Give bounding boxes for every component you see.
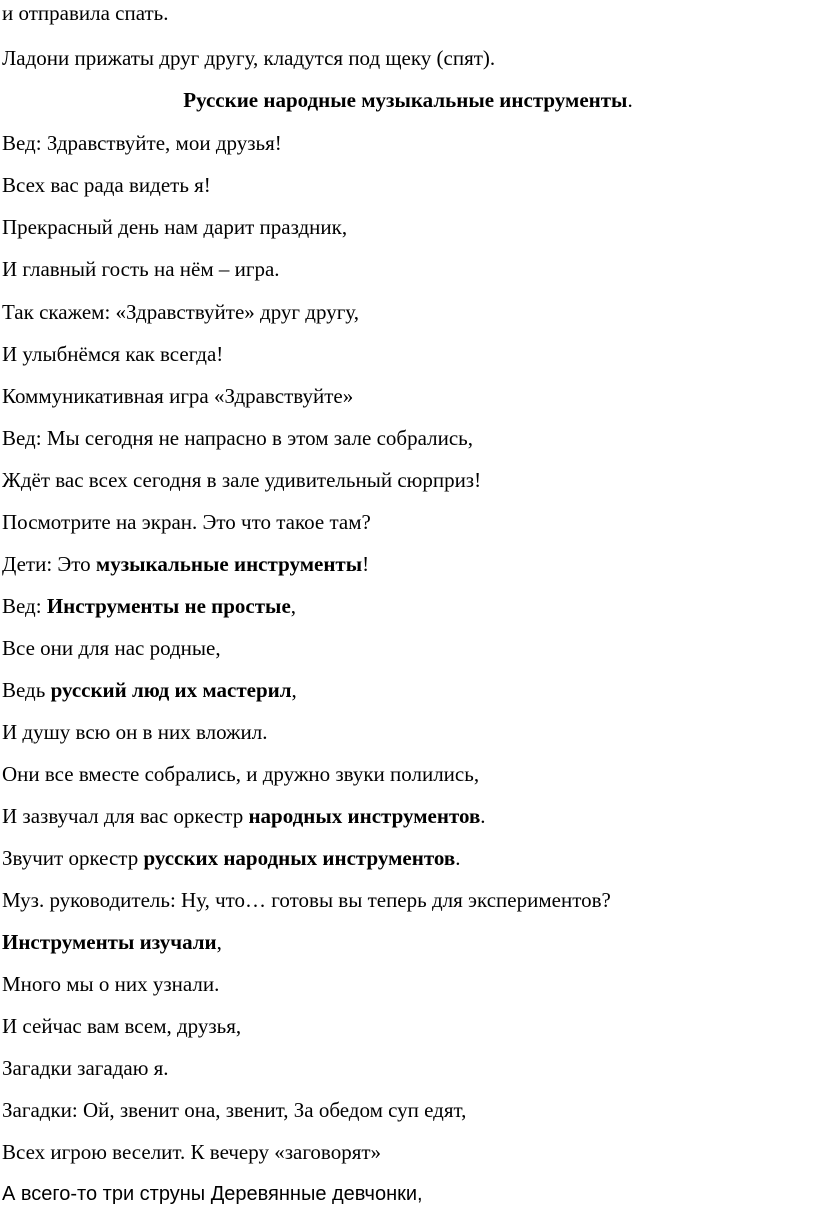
text-line-25: [2, 1013, 241, 1039]
text-line-17: [2, 677, 297, 703]
text-run: А всего-то три струны Деревянные девчонки,: [2, 1183, 423, 1205]
text-run: и отправила спать.: [2, 1, 169, 25]
text-line-14: [2, 551, 369, 577]
text-run: Ведь: [2, 678, 51, 702]
text-run: .: [455, 846, 461, 870]
bold-run: русских народных инструментов: [143, 846, 456, 870]
text-line-21: [2, 845, 460, 871]
bold-run: народных инструментов: [248, 804, 481, 828]
text-line-27: [2, 1097, 466, 1123]
text-line-09: [2, 341, 223, 367]
text-line-04: [2, 130, 282, 156]
heading-punctuation: .: [627, 88, 633, 112]
text-run: И сейчас вам всем, друзья,: [2, 1014, 242, 1038]
text-line-18: [2, 719, 268, 745]
text-run: Все они для нас родные,: [2, 636, 221, 660]
text-line-24: [2, 971, 219, 997]
bold-run: Инструменты изучали: [2, 930, 217, 954]
text-line-01: [2, 0, 169, 26]
text-line-11: [2, 425, 473, 451]
text-line-07: [2, 256, 280, 282]
text-line-15: [2, 593, 296, 619]
text-run: ,: [291, 678, 297, 702]
text-run: Они все вместе собрались, и дружно звуки полились,: [2, 762, 480, 786]
text-run: Ждёт вас всех сегодня в зале удивительный сюрприз!: [2, 468, 482, 492]
text-run: .: [480, 804, 486, 828]
text-run: ,: [216, 930, 222, 954]
text-run: И главный гость на нём – игра.: [2, 257, 280, 281]
text-run: И улыбнёмся как всегда!: [2, 342, 224, 366]
text-line-23: [2, 929, 222, 955]
text-run: Вед:: [2, 594, 47, 618]
text-line-26: [2, 1055, 169, 1081]
text-run: Много мы о них узнали.: [2, 972, 220, 996]
text-line-28: [2, 1139, 381, 1165]
text-line-22: [2, 887, 611, 913]
text-run: ,: [290, 594, 297, 618]
text-run: Вед: Здравствуйте, мои друзья!: [2, 131, 282, 155]
text-line-20: [2, 803, 486, 829]
text-run: Так скажем: «Здравствуйте» друг другу,: [2, 300, 359, 324]
text-run: !: [362, 552, 370, 576]
text-line-08: [2, 299, 359, 325]
text-line-16: [2, 635, 221, 661]
text-run: Вед: Мы сегодня не напрасно в этом зале собрались,: [2, 426, 473, 450]
text-line-19: [2, 761, 479, 787]
text-line-06: [2, 214, 347, 240]
text-line-29: [2, 1181, 423, 1207]
text-run: Ладони прижаты друг другу, кладутся под щеку (спят).: [2, 46, 496, 70]
text-line-02: [2, 45, 495, 71]
text-run: Посмотрите на экран. Это что такое там?: [2, 510, 371, 534]
text-run: И зазвучал для вас оркестр: [2, 804, 249, 828]
text-run: Всех игрою веселит. К вечеру «заговорят»: [2, 1140, 382, 1164]
heading-text: Русские народные музыкальные инструменты: [183, 88, 628, 112]
bold-run: русский люд их мастерил: [50, 678, 292, 702]
text-line-13: [2, 509, 371, 535]
text-run: Муз. руководитель: Ну, что… готовы вы теперь для экспериментов?: [2, 888, 611, 912]
text-run: Прекрасный день нам дарит праздник,: [2, 215, 348, 239]
text-run: Загадки: Ой, звенит она, звенит, За обедом суп едят,: [2, 1098, 467, 1122]
text-line-05: [2, 172, 211, 198]
text-run: И душу всю он в них вложил.: [2, 720, 268, 744]
text-run: Загадки загадаю я.: [2, 1056, 169, 1080]
text-line-12: [2, 467, 481, 493]
text-run: Коммуникативная игра «Здравствуйте»: [2, 384, 354, 408]
bold-run: музыкальные инструменты: [95, 552, 363, 576]
section-heading: [0, 87, 816, 113]
text-run: Всех вас рада видеть я!: [2, 173, 211, 197]
bold-run: Инструменты не простые: [46, 594, 291, 618]
text-line-10: [2, 383, 353, 409]
text-run: Звучит оркестр: [2, 846, 144, 870]
text-run: Дети: Это: [2, 552, 96, 576]
